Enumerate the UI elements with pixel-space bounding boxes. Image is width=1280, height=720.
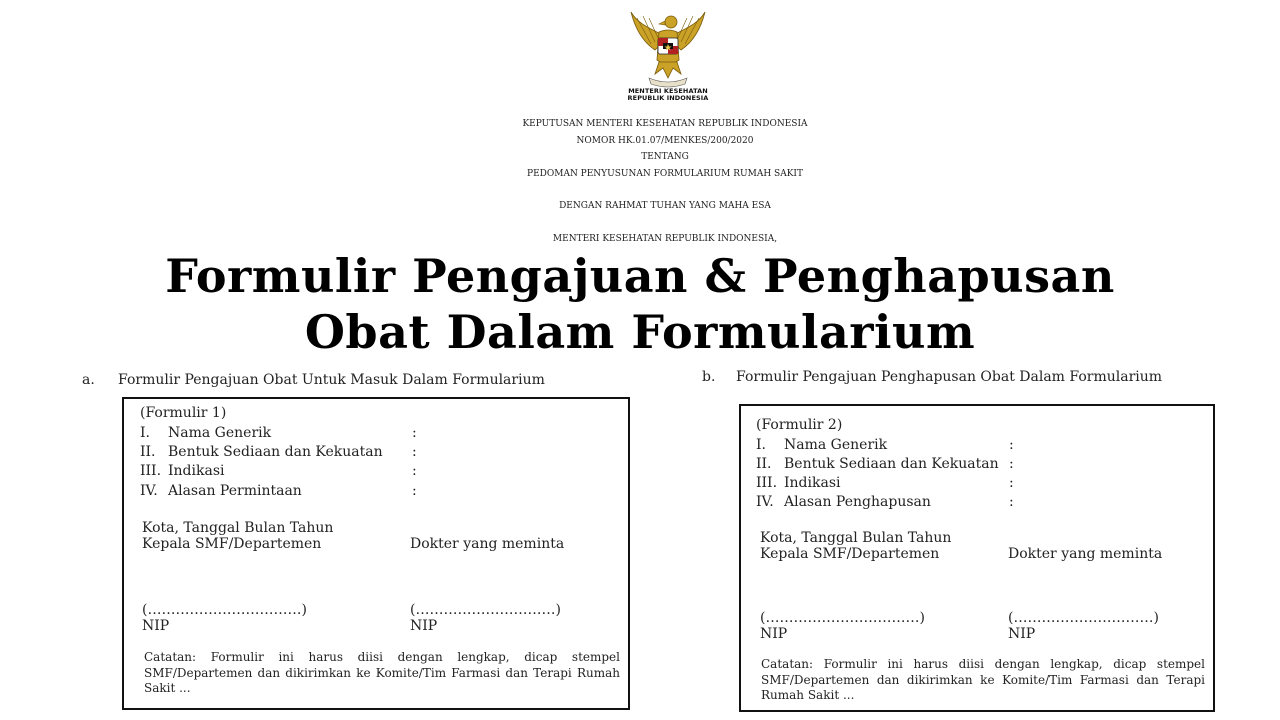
field-number: I. <box>140 425 150 441</box>
field-number: II. <box>140 444 156 460</box>
field-label: Indikasi <box>784 475 841 491</box>
form-1-right-role: Dokter yang meminta <box>410 536 565 552</box>
decree-header <box>400 116 930 247</box>
form-2-left-nip: NIP <box>760 626 788 642</box>
form-1-left-signature: (……………………………) <box>142 602 307 618</box>
field-colon: : <box>1009 456 1014 472</box>
field-label: Nama Generik <box>168 425 272 441</box>
emblem-caption-1: MENTERI KESEHATAN <box>628 87 708 95</box>
garuda-emblem <box>625 8 711 106</box>
form-2-field-reason <box>756 494 1076 513</box>
form-2-field-generic <box>756 437 1076 456</box>
form-2-note: Catatan: Formulir ini harus diisi dengan lengkap, dicap stempel SMF/Departemen dan dikirimkan ke Komite/Tim Farmasi dan Terapi Rumah Sakit ... <box>761 657 1205 702</box>
field-number: II. <box>756 456 772 472</box>
field-colon: : <box>1009 494 1014 510</box>
decree-blessing: DENGAN RAHMAT TUHAN YANG MAHA ESA <box>559 201 771 211</box>
form-2-right-nip: NIP <box>1008 626 1036 642</box>
form-2-right-role: Dokter yang meminta <box>1008 546 1163 562</box>
form-2-left-signature: (……………………………) <box>760 610 925 626</box>
field-colon: : <box>1009 437 1014 453</box>
form-a-letter: a. <box>82 372 95 388</box>
form-2-title: (Formulir 2) <box>756 417 843 433</box>
form-2-city-date: Kota, Tanggal Bulan Tahun <box>760 530 952 546</box>
field-label: Alasan Permintaan <box>168 483 302 499</box>
page-headline <box>0 248 1280 360</box>
form-b-label <box>702 369 1162 385</box>
emblem-caption-2: REPUBLIK INDONESIA <box>627 94 709 102</box>
field-number: I. <box>756 437 766 453</box>
form-a-label-text: Formulir Pengajuan Obat Untuk Masuk Dalam Formularium <box>118 372 545 388</box>
headline-line-2: Obat Dalam Formularium <box>304 305 976 359</box>
field-colon: : <box>412 483 417 499</box>
field-label: Nama Generik <box>784 437 888 453</box>
form-2-box <box>739 404 1215 712</box>
decree-minister: MENTERI KESEHATAN REPUBLIK INDONESIA, <box>552 233 778 244</box>
field-label: Bentuk Sediaan dan Kekuatan <box>784 456 999 472</box>
form-1-left-nip: NIP <box>142 618 170 634</box>
form-b-label-text: Formulir Pengajuan Penghapusan Obat Dalam Formularium <box>736 369 1163 385</box>
field-number: III. <box>140 463 162 479</box>
field-colon: : <box>1009 475 1014 491</box>
form-1-title: (Formulir 1) <box>140 405 227 421</box>
field-label: Indikasi <box>168 463 225 479</box>
field-number: IV. <box>756 494 774 510</box>
form-1-box <box>122 397 630 710</box>
form-2-right-signature: (…………………………) <box>1008 610 1159 626</box>
decree-subject: PEDOMAN PENYUSUNAN FORMULARIUM RUMAH SAKIT <box>527 168 803 179</box>
field-colon: : <box>412 425 417 441</box>
form-1-left-role: Kepala SMF/Departemen <box>142 536 322 552</box>
decree-number: NOMOR HK.01.07/MENKES/200/2020 <box>576 135 754 146</box>
form-1-right-signature: (…………………………) <box>410 602 561 618</box>
form-2-left-role: Kepala SMF/Departemen <box>760 546 940 562</box>
form-a-label <box>82 372 545 388</box>
garuda-icon <box>625 8 711 88</box>
field-number: IV. <box>140 483 158 499</box>
form-1-city-date: Kota, Tanggal Bulan Tahun <box>142 520 334 536</box>
field-colon: : <box>412 463 417 479</box>
field-colon: : <box>412 444 417 460</box>
form-1-right-nip: NIP <box>410 618 438 634</box>
decree-about: TENTANG <box>641 152 689 162</box>
field-label: Alasan Penghapusan <box>784 494 931 510</box>
field-number: III. <box>756 475 778 491</box>
field-label: Bentuk Sediaan dan Kekuatan <box>168 444 383 460</box>
form-2-field-dosage <box>756 456 1076 475</box>
decree-title: KEPUTUSAN MENTERI KESEHATAN REPUBLIK INDONESIA <box>522 119 808 129</box>
headline-line-1: Formulir Pengajuan & Penghapusan <box>165 249 1115 303</box>
form-1-note: Catatan: Formulir ini harus diisi dengan lengkap, dicap stempel SMF/Departemen dan dikirimkan ke Komite/Tim Farmasi dan Terapi Rumah Sakit ... <box>144 650 620 695</box>
form-b-letter: b. <box>702 369 716 385</box>
form-2-field-indication <box>756 475 1076 494</box>
